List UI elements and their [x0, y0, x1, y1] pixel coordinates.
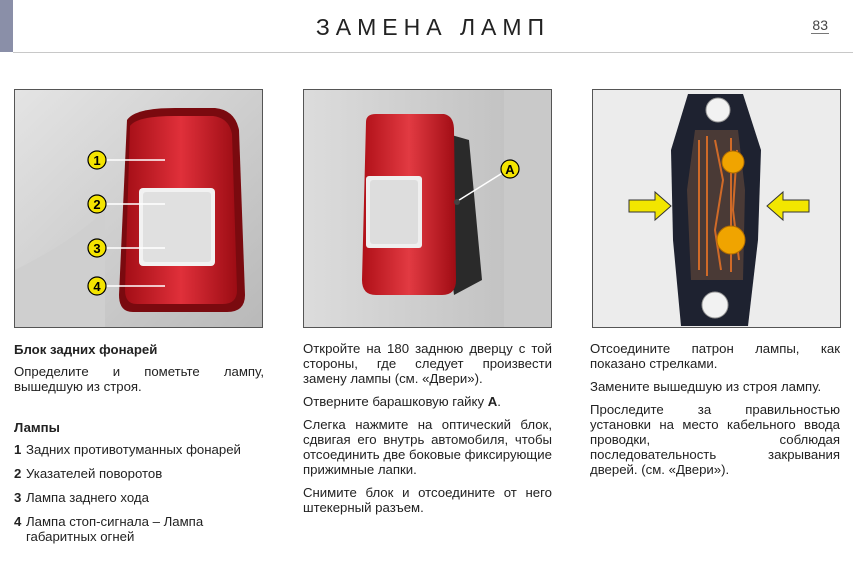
- lamp-list-item: [14, 442, 264, 457]
- lamp-holder-photo: [592, 89, 841, 328]
- wing-nut-ref: A: [487, 394, 498, 409]
- column-2-text: [303, 341, 552, 523]
- page-edge-bar: [0, 0, 13, 52]
- paragraph-disconnect: Отсоедините патрон лампы, как показано стрелками.: [590, 341, 840, 371]
- page-header: [13, 0, 853, 52]
- callout-a: A: [505, 162, 515, 177]
- lamp-label: Лампа стоп-сигнала – Лампа габаритных огней: [26, 514, 204, 544]
- page-title: ЗАМЕНА ЛАМП: [315, 14, 551, 40]
- lamps-heading: Лампы: [14, 420, 60, 435]
- column-1-text: [14, 342, 264, 553]
- header-divider: [13, 52, 853, 53]
- lamp-number: 4: [14, 514, 22, 529]
- wing-nut-photo: [303, 89, 552, 328]
- wing-nut-end: .: [497, 394, 501, 409]
- callout-4: 4: [93, 279, 101, 294]
- paragraph-remove-block: Снимите блок и отсоедините от него штекерный разъем.: [303, 485, 552, 515]
- page-number: 83: [812, 17, 828, 33]
- lamp-number: 2: [14, 466, 22, 481]
- intro-paragraph: Определите и пометьте лампу, вышедшую из строя.: [14, 364, 264, 394]
- lamp-number: 3: [14, 490, 22, 505]
- lamp-label: Задних противотуманных фонарей: [26, 442, 241, 457]
- tail-light-photo: [14, 89, 263, 328]
- wing-nut-text: Отверните барашковую гайку: [303, 394, 488, 409]
- paragraph-replace: Замените вышедшую из строя лампу.: [590, 379, 822, 394]
- callout-1: 1: [93, 153, 101, 168]
- paragraph-check-install: Проследите за правильностью установки на место кабельного ввода проводки, соблюдая последовательность закрывания дверей. (см. «Двери»).: [590, 402, 840, 477]
- paragraph-open-door: Откройте на 180 заднюю дверцу с той стороны, где следует произвести замену лампы (см. «Двери»).: [303, 341, 552, 386]
- lamp-label: Указателей поворотов: [26, 466, 163, 481]
- paragraph-press-block: Слегка нажмите на оптический блок, сдвигая его внутрь автомобиля, чтобы отсоединить две боковые фиксирующие прижимные лапки.: [303, 417, 552, 477]
- callout-2: 2: [93, 197, 101, 212]
- lamp-number: 1: [14, 442, 22, 457]
- section-heading: Блок задних фонарей: [14, 342, 158, 357]
- lamp-list-item: [14, 490, 264, 505]
- column-3-text: [590, 341, 840, 485]
- paragraph-wing-nut: [303, 394, 552, 409]
- lamp-label: Лампа заднего хода: [26, 490, 149, 505]
- callout-3: 3: [93, 241, 101, 256]
- lamp-list-item: [14, 466, 264, 481]
- lamp-list-item: [14, 514, 264, 544]
